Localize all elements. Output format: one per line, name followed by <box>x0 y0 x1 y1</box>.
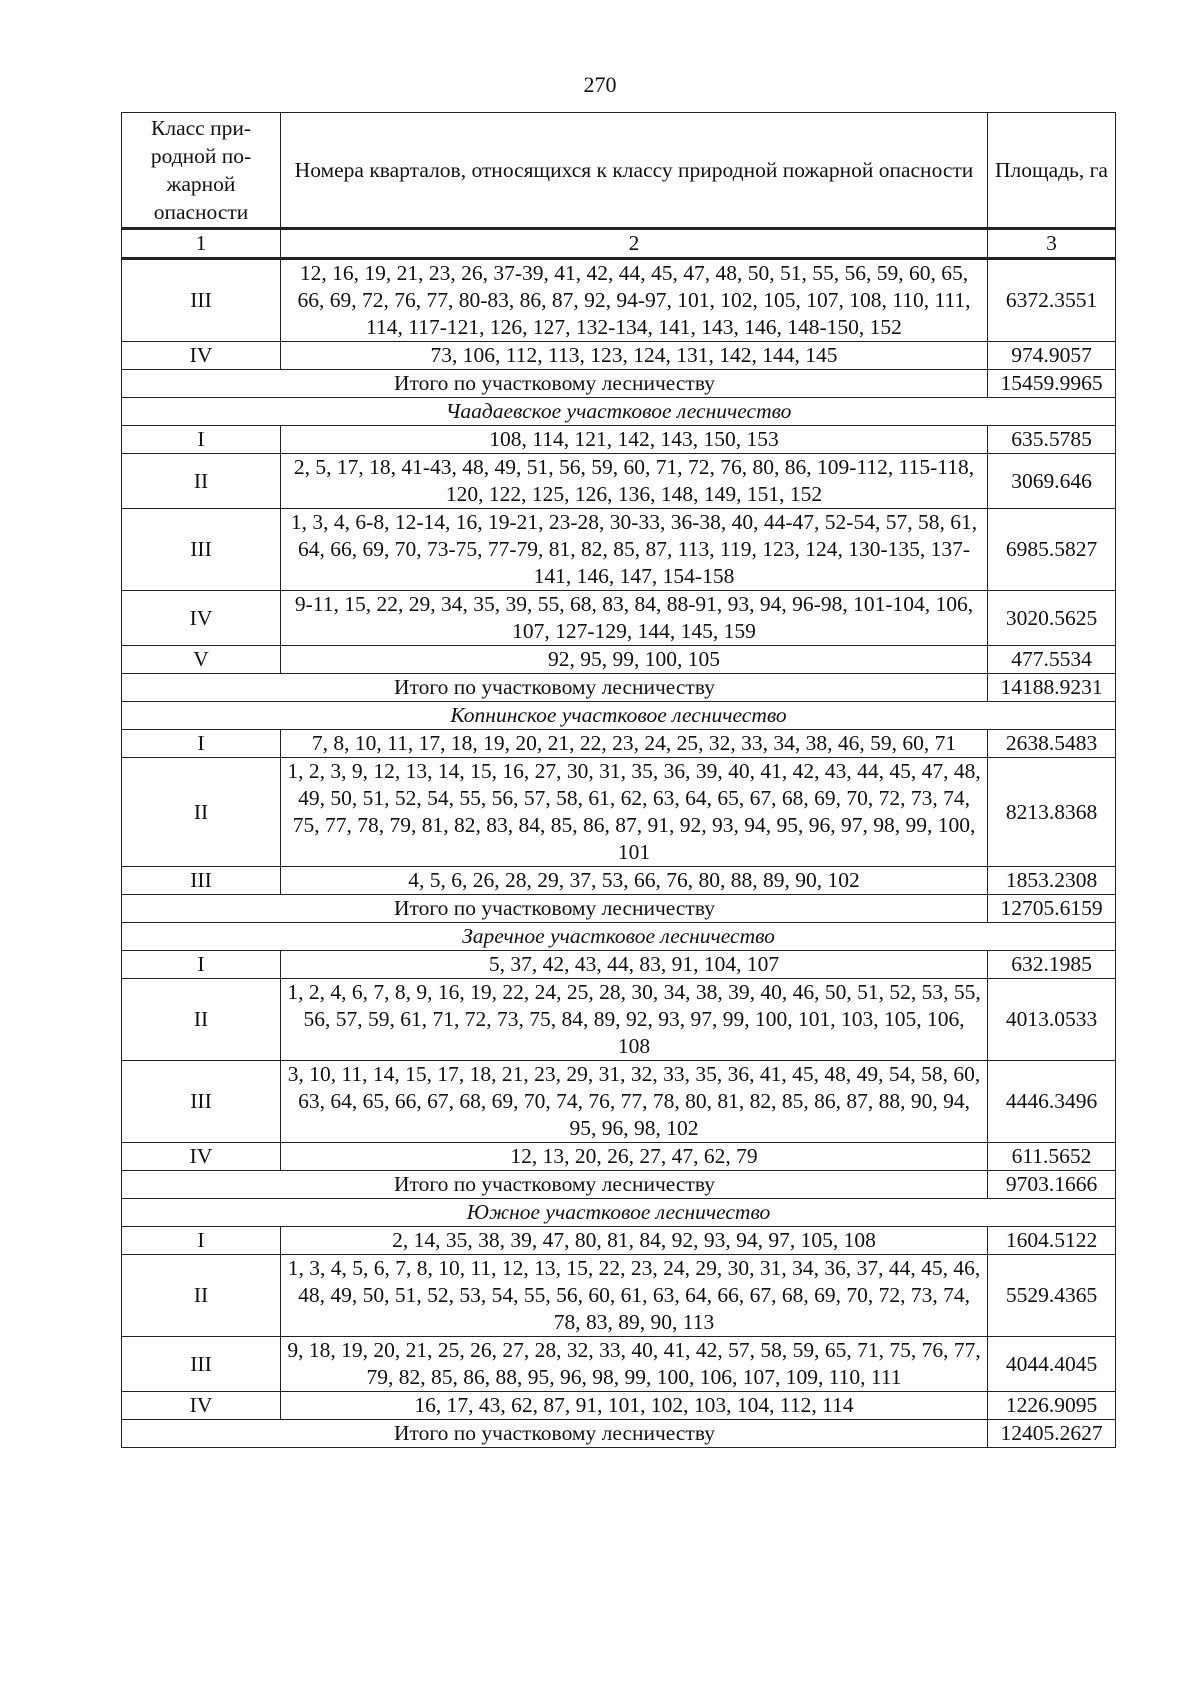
table-row <box>122 259 1116 342</box>
total-area: 9703.1666 <box>988 1171 1116 1199</box>
danger-class-cell: III <box>122 867 281 895</box>
section-row <box>122 923 1116 951</box>
area-cell: 1226.9095 <box>988 1392 1116 1420</box>
header-quarters: Номера кварталов, относящихся к классу природной пожарной опасности <box>281 113 988 229</box>
section-title: Копнинское участковое лесничество <box>122 702 1116 730</box>
quarters-cell: 9, 18, 19, 20, 21, 25, 26, 27, 28, 32, 33, 40, 41, 42, 57, 58, 59, 65, 71, 75, 76, 77, 79, 82, 85, 86, 88, 95, 96, 98, 99, 100, 106, 107, 109, 110, 111 <box>281 1337 988 1392</box>
quarters-cell: 2, 5, 17, 18, 41-43, 48, 49, 51, 56, 59, 60, 71, 72, 76, 80, 86, 109-112, 115-118, 120, 122, 125, 126, 136, 148, 149, 151, 152 <box>281 454 988 509</box>
area-cell: 477.5534 <box>988 646 1116 674</box>
table-row <box>122 951 1116 979</box>
total-row <box>122 1420 1116 1448</box>
danger-class-cell: III <box>122 259 281 342</box>
table-row <box>122 1227 1116 1255</box>
section-title: Чаадаевское участковое лесничество <box>122 398 1116 426</box>
quarters-cell: 5, 37, 42, 43, 44, 83, 91, 104, 107 <box>281 951 988 979</box>
quarters-cell: 16, 17, 43, 62, 87, 91, 101, 102, 103, 104, 112, 114 <box>281 1392 988 1420</box>
danger-class-cell: I <box>122 426 281 454</box>
total-area: 12405.2627 <box>988 1420 1116 1448</box>
total-label: Итого по участковому лесничеству <box>122 674 988 702</box>
area-cell: 632.1985 <box>988 951 1116 979</box>
total-area: 15459.9965 <box>988 370 1116 398</box>
table-row <box>122 1255 1116 1337</box>
danger-class-cell: IV <box>122 342 281 370</box>
area-cell: 3069.646 <box>988 454 1116 509</box>
area-cell: 974.9057 <box>988 342 1116 370</box>
quarters-cell: 7, 8, 10, 11, 17, 18, 19, 20, 21, 22, 23, 24, 25, 32, 33, 34, 38, 46, 59, 60, 71 <box>281 730 988 758</box>
total-label: Итого по участковому лесничеству <box>122 895 988 923</box>
area-cell: 1853.2308 <box>988 867 1116 895</box>
header-class: Класс при-родной по-жарной опасности <box>122 113 281 229</box>
quarters-cell: 3, 10, 11, 14, 15, 17, 18, 21, 23, 29, 31, 32, 33, 35, 36, 41, 45, 48, 49, 54, 58, 60, 63, 64, 65, 66, 67, 68, 69, 70, 74, 76, 77, 78, 80, 81, 82, 85, 86, 87, 88, 90, 94, 95, 96, 98, 102 <box>281 1061 988 1143</box>
table-row <box>122 426 1116 454</box>
section-row <box>122 702 1116 730</box>
table-row <box>122 1143 1116 1171</box>
table-body <box>122 259 1116 1448</box>
danger-class-cell: II <box>122 979 281 1061</box>
quarters-cell: 9-11, 15, 22, 29, 34, 35, 39, 55, 68, 83, 84, 88-91, 93, 94, 96-98, 101-104, 106, 107, 127-129, 144, 145, 159 <box>281 591 988 646</box>
table-row <box>122 979 1116 1061</box>
table-row <box>122 730 1116 758</box>
area-cell: 1604.5122 <box>988 1227 1116 1255</box>
quarters-cell: 92, 95, 99, 100, 105 <box>281 646 988 674</box>
column-number: 3 <box>988 229 1116 259</box>
quarters-cell: 73, 106, 112, 113, 123, 124, 131, 142, 144, 145 <box>281 342 988 370</box>
area-cell: 4013.0533 <box>988 979 1116 1061</box>
area-cell: 5529.4365 <box>988 1255 1116 1337</box>
danger-class-cell: V <box>122 646 281 674</box>
page-number: 270 <box>583 72 617 97</box>
table-row <box>122 342 1116 370</box>
quarters-cell: 108, 114, 121, 142, 143, 150, 153 <box>281 426 988 454</box>
section-row <box>122 1199 1116 1227</box>
column-number: 1 <box>122 229 281 259</box>
area-cell: 611.5652 <box>988 1143 1116 1171</box>
table-row <box>122 591 1116 646</box>
quarters-cell: 12, 13, 20, 26, 27, 47, 62, 79 <box>281 1143 988 1171</box>
total-row <box>122 674 1116 702</box>
danger-class-cell: IV <box>122 591 281 646</box>
danger-class-cell: II <box>122 1255 281 1337</box>
section-title: Южное участковое лесничество <box>122 1199 1116 1227</box>
quarters-cell: 12, 16, 19, 21, 23, 26, 37-39, 41, 42, 44, 45, 47, 48, 50, 51, 55, 56, 59, 60, 65, 66, 69, 72, 76, 77, 80-83, 86, 87, 92, 94-97, 101, 102, 105, 107, 108, 110, 111, 114, 117-121, 126, 127, 132-134, 141, 143, 146, 148-150, 152 <box>281 259 988 342</box>
section-title: Заречное участковое лесничество <box>122 923 1116 951</box>
quarters-cell: 1, 3, 4, 5, 6, 7, 8, 10, 11, 12, 13, 15, 22, 23, 24, 29, 30, 31, 34, 36, 37, 44, 45, 46, 48, 49, 50, 51, 52, 53, 54, 55, 56, 60, 61, 63, 64, 66, 67, 68, 69, 70, 72, 73, 74, 78, 83, 89, 90, 113 <box>281 1255 988 1337</box>
area-cell: 8213.8368 <box>988 758 1116 867</box>
table-row <box>122 454 1116 509</box>
danger-class-cell: I <box>122 730 281 758</box>
total-area: 14188.9231 <box>988 674 1116 702</box>
danger-class-cell: III <box>122 1337 281 1392</box>
total-row <box>122 370 1116 398</box>
table-header <box>122 113 1116 259</box>
table-row <box>122 509 1116 591</box>
quarters-cell: 1, 2, 4, 6, 7, 8, 9, 16, 19, 22, 24, 25, 28, 30, 34, 38, 39, 40, 46, 50, 51, 52, 53, 55, 56, 57, 59, 61, 71, 72, 73, 75, 84, 89, 92, 93, 97, 99, 100, 101, 103, 105, 106, 108 <box>281 979 988 1061</box>
table-row <box>122 646 1116 674</box>
total-row <box>122 895 1116 923</box>
area-cell: 3020.5625 <box>988 591 1116 646</box>
table-row <box>122 1061 1116 1143</box>
quarters-cell: 4, 5, 6, 26, 28, 29, 37, 53, 66, 76, 80, 88, 89, 90, 102 <box>281 867 988 895</box>
section-row <box>122 398 1116 426</box>
total-label: Итого по участковому лесничеству <box>122 1420 988 1448</box>
table-row <box>122 1337 1116 1392</box>
area-cell: 4446.3496 <box>988 1061 1116 1143</box>
column-number: 2 <box>281 229 988 259</box>
area-cell: 4044.4045 <box>988 1337 1116 1392</box>
danger-class-cell: IV <box>122 1143 281 1171</box>
area-cell: 635.5785 <box>988 426 1116 454</box>
table-row <box>122 758 1116 867</box>
total-area: 12705.6159 <box>988 895 1116 923</box>
danger-class-cell: III <box>122 509 281 591</box>
total-row <box>122 1171 1116 1199</box>
area-cell: 2638.5483 <box>988 730 1116 758</box>
total-label: Итого по участковому лесничеству <box>122 370 988 398</box>
danger-class-cell: II <box>122 454 281 509</box>
fire-danger-table <box>121 112 1116 1448</box>
area-cell: 6372.3551 <box>988 259 1116 342</box>
table-row <box>122 1392 1116 1420</box>
total-label: Итого по участковому лесничеству <box>122 1171 988 1199</box>
table-row <box>122 867 1116 895</box>
area-cell: 6985.5827 <box>988 509 1116 591</box>
quarters-cell: 1, 3, 4, 6-8, 12-14, 16, 19-21, 23-28, 30-33, 36-38, 40, 44-47, 52-54, 57, 58, 61, 64, 66, 69, 70, 73-75, 77-79, 81, 82, 85, 87, 113, 119, 123, 124, 130-135, 137-141, 146, 147, 154-158 <box>281 509 988 591</box>
danger-class-cell: IV <box>122 1392 281 1420</box>
quarters-cell: 1, 2, 3, 9, 12, 13, 14, 15, 16, 27, 30, 31, 35, 36, 39, 40, 41, 42, 43, 44, 45, 47, 48, 49, 50, 51, 52, 54, 55, 56, 57, 58, 61, 62, 63, 64, 65, 67, 68, 69, 70, 72, 73, 74, 75, 77, 78, 79, 81, 82, 83, 84, 85, 86, 87, 91, 92, 93, 94, 95, 96, 97, 98, 99, 100, 101 <box>281 758 988 867</box>
quarters-cell: 2, 14, 35, 38, 39, 47, 80, 81, 84, 92, 93, 94, 97, 105, 108 <box>281 1227 988 1255</box>
danger-class-cell: III <box>122 1061 281 1143</box>
danger-class-cell: I <box>122 1227 281 1255</box>
danger-class-cell: I <box>122 951 281 979</box>
danger-class-cell: II <box>122 758 281 867</box>
header-area: Площадь, га <box>988 113 1116 229</box>
